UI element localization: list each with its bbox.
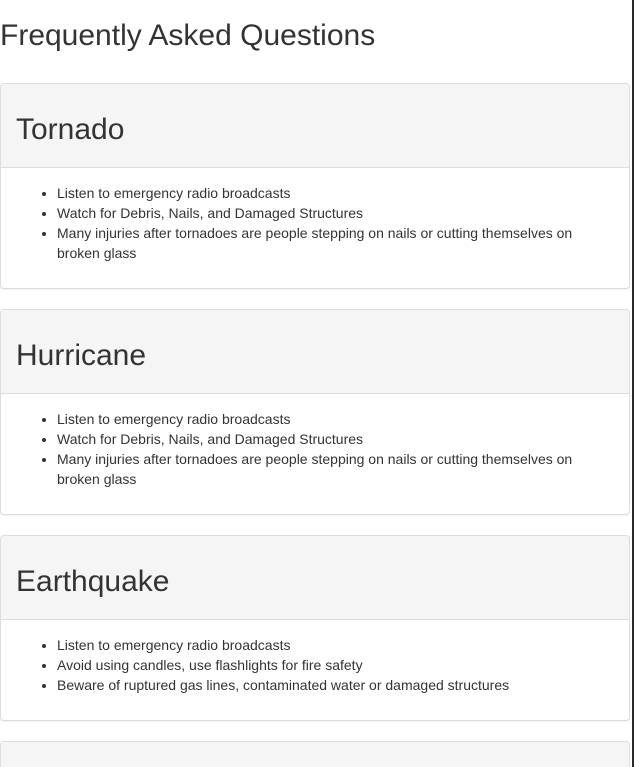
panel-heading — [1, 742, 629, 767]
panel-title: Earthquake — [16, 565, 170, 598]
list-item: • Listen to emergency radio broadcasts — [57, 635, 614, 655]
list-item: • Many injuries after tornadoes are people stepping on nails or cutting themselves on broken glass — [57, 223, 614, 263]
page-title: Frequently Asked Questions — [0, 19, 376, 52]
tip-list — [16, 635, 614, 695]
panel-heading — [1, 84, 629, 168]
list-item: • Beware of ruptured gas lines, contaminated water or damaged structures — [57, 675, 614, 695]
panel-body — [1, 394, 629, 504]
list-item: • Watch for Debris, Nails, and Damaged Structures — [57, 429, 614, 449]
faq-panel-tornado — [0, 83, 630, 289]
list-item: • Watch for Debris, Nails, and Damaged Structures — [57, 203, 614, 223]
panel-heading — [1, 310, 629, 394]
faq-panel-next — [0, 741, 630, 767]
list-item: • Many injuries after tornadoes are people stepping on nails or cutting themselves on broken glass — [57, 449, 614, 489]
tip-list — [16, 409, 614, 489]
faq-panel-hurricane — [0, 309, 630, 515]
panel-title: Tornado — [16, 113, 125, 146]
list-item: • Listen to emergency radio broadcasts — [57, 409, 614, 429]
list-item: • Listen to emergency radio broadcasts — [57, 183, 614, 203]
tip-list — [16, 183, 614, 263]
panel-heading — [1, 536, 629, 620]
list-item: • Avoid using candles, use flashlights for fire safety — [57, 655, 614, 675]
panel-body — [1, 620, 629, 710]
faq-panel-earthquake — [0, 535, 630, 721]
panel-body — [1, 168, 629, 278]
panel-title: Hurricane — [16, 339, 147, 372]
